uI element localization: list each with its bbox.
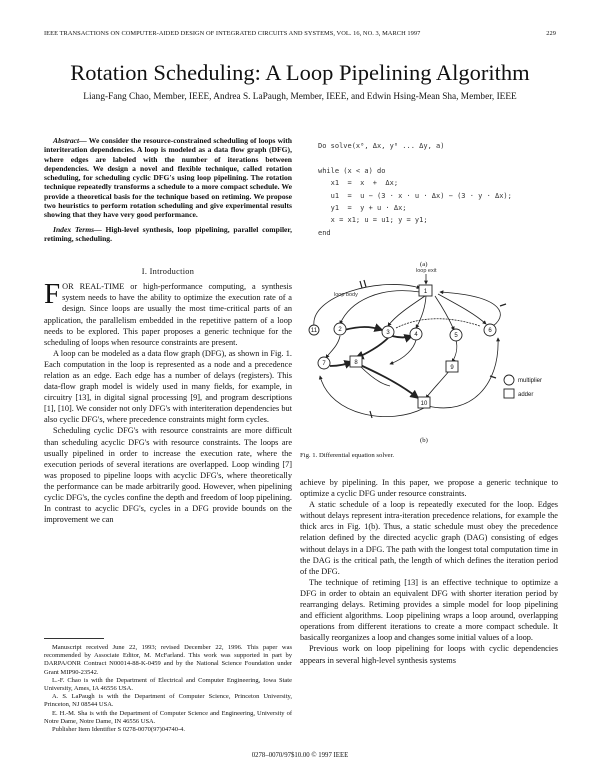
section-heading: I. Introduction: [141, 267, 195, 277]
intro-paragraph-3: Scheduling cyclic DFG's with resource constraints are more difficult than scheduling acyclic DFG's with resource constraints. The loops are usually pipelined in order to increase the execution rate, where the execution periods of several iterations are overlapped. Loop winding [7] was proposed to pipeline loops with acyclic DFG's, where theoretically the performance can be made arbitrarily good. However, when pipelining cyclic DFG's, the cycles confine the depth and freedom of loop pipelining. In contrast to acyclic DFG's, cycles in a DFG provide bounds on the improvement we can: [44, 426, 292, 525]
annotation-loop-body: loop body: [334, 292, 358, 298]
code-line: u1 = u − (3 · x · u · Δx) − (3 · y · Δx);: [318, 191, 512, 200]
footnote-manuscript: Manuscript received June 22, 1993; revised December 22, 1996. This paper was recommended by Associate Editor, M. McFarland. This work was supported in part by DARPA/ONR Contract N00014-88-K-0459 and by the National Science Foundation under Grant MIP90-23542.: [44, 644, 292, 676]
footnote-rule: [44, 638, 104, 639]
code-line: Do solve(x⁰, Δx, y⁰ ... Δy, a): [318, 142, 445, 150]
left-column: [44, 136, 292, 525]
paper-title: Rotation Scheduling: A Loop Pipelining Algorithm: [70, 60, 530, 85]
abstract-label: Abstract—: [53, 136, 87, 145]
node-label: 10: [420, 401, 428, 407]
dfg-graph: [300, 266, 560, 434]
abstract-body: We consider the resource-constrained scheduling of loops with interiteration dependencies. A loop is modeled as a data flow graph (DFG), where edges are labeled with the number of iterations between dependencies. We design a novel and flexible technique, called rotation scheduling, for scheduling cyclic DFG's using loop pipelining. The rotation technique repeatedly transforms a schedule to a more compact schedule. We provide a theoretical basis for the technique based on retiming. We propose two heuristics to perform rotation scheduling and give experimental results showing that they have very good performance.: [44, 136, 292, 220]
code-line: x = x1; u = u1; y = y1;: [318, 216, 428, 225]
copyright-footer: 0278–0070/97$10.00 © 1997 IEEE: [251, 752, 349, 759]
right-paragraph-3: The technique of retiming [13] is an effective technique to optimize a DFG in order to obtain an equivalent DFG with shorter iteration period by rearranging delays. Retiming provides a simple model for loop pipelining and efficient algorithms. Loop pipelining wraps a loop around, overlapping operations from different iterations to create a more compact schedule. It basically reorganizes a loop and changes some initial values of a loop.: [300, 577, 558, 643]
page-number: 229: [546, 30, 556, 37]
node-label: 9: [450, 365, 454, 371]
node-label: 11: [310, 328, 318, 334]
footnote-lapaugh: A. S. LaPaugh is with the Department of Computer Science, Princeton University, Princeton, NJ 08544 USA.: [44, 693, 292, 709]
node-label: 1: [423, 289, 428, 295]
code-line: x1 = x + Δx;: [318, 179, 399, 188]
index-terms: [44, 225, 292, 244]
footnote-identifier: Publisher Item Identifier S 0278-0070(97)04740-4.: [52, 726, 186, 734]
footnote-chao: L.-F. Chao is with the Department of Electrical and Computer Engineering, Iowa State University, Ames, IA 46556 USA.: [44, 676, 292, 693]
node-label: 3: [386, 330, 390, 336]
code-line: while (x < a) do: [318, 166, 386, 175]
author-list: Liang-Fang Chao, Member, IEEE, Andrea S. LaPaugh, Member, IEEE, and Edwin Hsing-Mean Sha, Member, IEEE: [83, 92, 517, 102]
node-label: 5: [454, 333, 458, 339]
intro-paragraph-2: A loop can be modeled as a data flow graph (DFG), as shown in Fig. 1. Each computation in the loop is represented as a node and a precedence relation as an edge. Each edge has a number of delays (registers). This data-flow graph model is widely used in many fields, for example, in circuitry [13], in digital signal processing [9], and program descriptions [1], [10]. We consider not only DFG's with interiteration dependencies but also cyclic DFG's, where precedence constraints might form cycles.: [44, 348, 292, 425]
intro-text: [44, 278, 292, 525]
footnotes: [44, 644, 292, 734]
legend-adder-symbol: [504, 389, 514, 398]
subfigure-a-label: (a): [420, 261, 428, 268]
legend-adder-label: adder: [518, 392, 534, 398]
right-paragraph-4: Previous work on loop pipelining for loops with cyclic dependencies appears in several high-level synthesis systems: [300, 644, 558, 665]
journal-header: IEEE TRANSACTIONS ON COMPUTER-AIDED DESIGN OF INTEGRATED CIRCUITS AND SYSTEMS, VOL. 16, NO. 3, MARCH 1997: [44, 30, 421, 37]
subfigure-b-label: (b): [420, 437, 428, 444]
figure-caption: Fig. 1. Differential equation solver.: [300, 452, 395, 459]
abstract: [44, 136, 292, 220]
annotation-loop-exit: loop exit: [416, 268, 437, 274]
footnote-sha: E. H.-M. Sha is with the Department of Computer Science and Engineering, University of Notre Dame, Notre Dame, IN 46556 USA.: [44, 709, 292, 725]
node-label: 8: [354, 360, 358, 366]
code-line: [318, 152, 558, 164]
dfg-delays: [360, 280, 506, 418]
node-label: 2: [338, 327, 342, 333]
code-line: y1 = y + u · Δx;: [318, 204, 407, 213]
intro-paragraph-1: OR REAL-TIME or high-performance computing, a synthesis system needs to have the ability to optimize the execution rate of a design. Since loops are usually the most time-critical parts of an application, the parallelism embedded in the repetitive pattern of a loop needs to be explored. This paper proposes a generic technique for the scheduling of loops when resource constraints are present.: [44, 282, 292, 347]
legend-multiplier-symbol: [504, 375, 514, 385]
code-line: end: [318, 228, 331, 237]
right-paragraph-2: A static schedule of a loop is repeatedly executed for the loop. Edges without delays represent intra-iteration precedence relations, for example the thick arcs in Fig. 1(b). Thus, a static schedule must obey the precedence relation defined by the directed acyclic graph (DAG) consisting of edges without delays in a DFG. The path with the longest total computation time in the DAG is the critical path, the length of which defines the iteration period of the DFG.: [300, 500, 558, 576]
node-label: 6: [488, 328, 492, 334]
figure-code: [318, 140, 558, 239]
legend-multiplier-label: multiplier: [518, 378, 543, 384]
drop-cap: F: [44, 278, 61, 311]
right-paragraph-1: achieve by pipelining. In this paper, we propose a generic technique to optimize a cyclic DFG under resource constraints.: [300, 478, 558, 499]
index-terms-label: Index Terms—: [53, 224, 102, 234]
node-label: 4: [414, 332, 418, 338]
node-label: 7: [322, 361, 326, 367]
index-terms-body: High-level synthesis, loop pipelining, parallel compiler, retiming, scheduling.: [44, 224, 292, 243]
right-column: [300, 477, 558, 666]
